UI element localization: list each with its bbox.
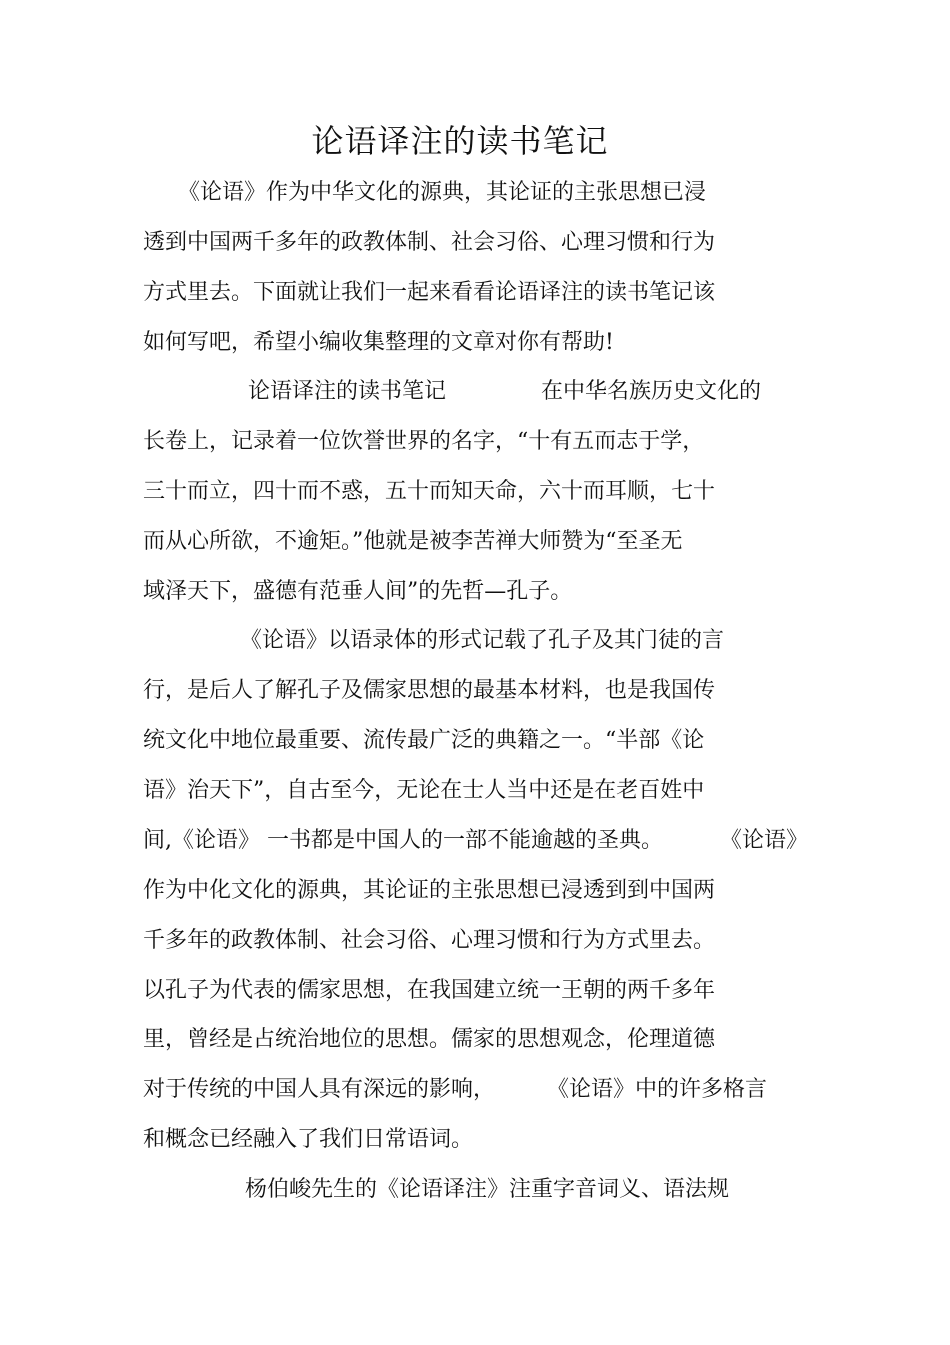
text-line: 千多年的政教体制、社会习俗、心理习惯和行为方式里去。 [143,928,716,953]
text-line: 间,《论语》 一书都是中国人的一部不能逾越的圣典。 [143,828,663,853]
text-line: 而从心所欲，不逾矩。”他就是被李苦禅大师赞为“至圣无 [143,529,683,554]
text-line: 对于传统的中国人具有深远的影响， [143,1077,496,1102]
text-line: 作为中化文化的源典，其论证的主张思想已浸透到到中国两 [143,878,716,903]
document-title: 论语译注的读书笔记 [311,122,609,160]
section-heading: 论语译注的读书笔记 [248,379,447,404]
text-line: 长卷上，记录着一位饮誉世界的名字，“十有五而志于学， [143,429,705,454]
text-line: 在中华名族历史文化的 [541,379,762,404]
text-line: 三十而立，四十而不惑，五十而知天命，六十而耳顺，七十 [143,479,716,504]
text-line: 杨伯峻先生的《论语译注》注重字音词义、语法规 [245,1177,730,1202]
text-line: 透到中国两千多年的政教体制、社会习俗、心理习惯和行为 [143,230,716,255]
text-line: 如何写吧，希望小编收集整理的文章对你有帮助! [143,330,614,355]
text-line: 域泽天下，盛德有范垂人间”的先哲—孔子。 [143,579,573,604]
text-line: 《论语》以语录体的形式记载了孔子及其门徒的言 [240,628,725,653]
text-line: 《论语》作为中华文化的源典，其论证的主张思想已浸 [178,180,707,205]
text-line: 语》治天下”，自古至今，无论在士人当中还是在老百姓中 [143,778,705,803]
text-line: 和概念已经融入了我们日常语词。 [143,1127,474,1152]
text-line: 以孔子为代表的儒家思想，在我国建立统一王朝的两千多年 [143,978,716,1003]
text-line: 行，是后人了解孔子及儒家思想的最基本材料，也是我国传 [143,678,716,703]
text-line: 统文化中地位最重要、流传最广泛的典籍之一。“半部《论 [143,728,705,753]
text-line: 《论语》 [720,828,809,853]
text-line: 里，曾经是占统治地位的思想。儒家的思想观念，伦理道德 [143,1027,716,1052]
text-line: 《论语》中的许多格言 [547,1077,768,1102]
text-line: 方式里去。下面就让我们一起来看看论语译注的读书笔记该 [143,280,716,305]
